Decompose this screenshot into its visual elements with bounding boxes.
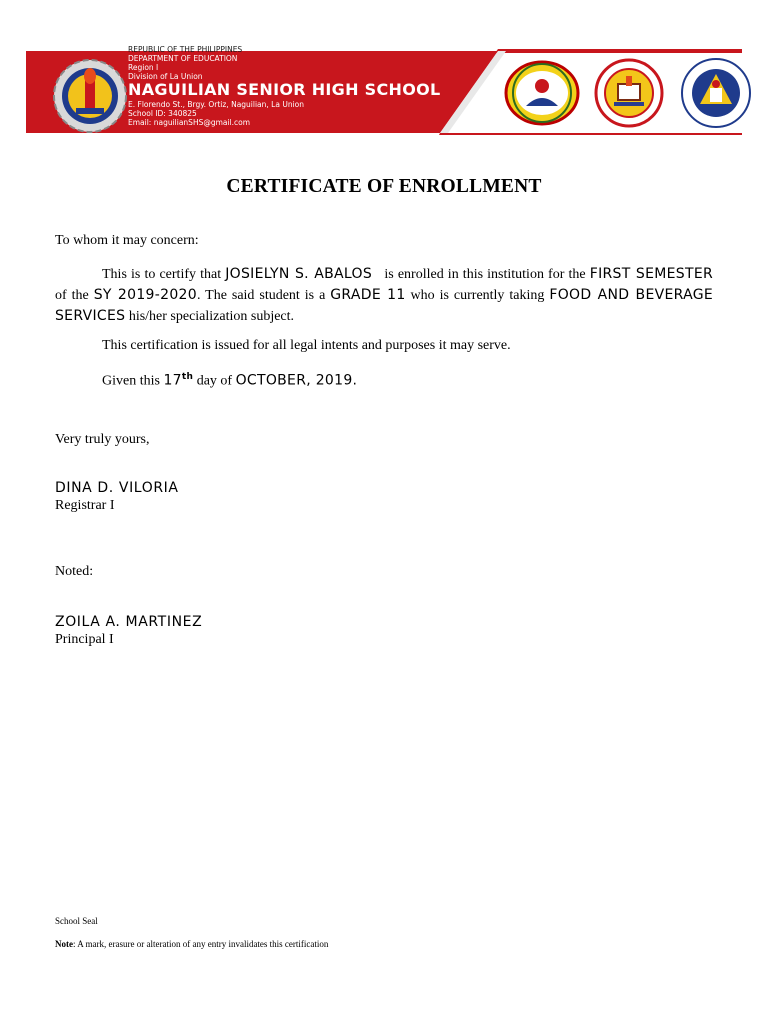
- division-text: Division of La Union: [128, 72, 203, 81]
- registrar-title: Registrar I: [55, 498, 115, 513]
- registrar-name: DINA D. VILORIA: [55, 480, 179, 496]
- body-text: who is currently taking: [405, 288, 550, 303]
- noted-label: Noted:: [55, 564, 94, 579]
- body-text: . The said student is a: [196, 288, 331, 303]
- grade-level: GRADE 11: [330, 287, 406, 303]
- purpose-statement: This certification is issued for all legal intents and purposes it may serve.: [102, 338, 511, 353]
- given-date-line: [102, 367, 357, 392]
- principal-name: ZOILA A. MARTINEZ: [55, 614, 203, 630]
- school-year: SY 2019-2020: [93, 287, 197, 303]
- body-text: of the: [55, 288, 94, 303]
- address-text: E. Florendo St., Brgy. Ortiz, Naguilian, La Union: [128, 100, 304, 109]
- body-text: day of: [193, 373, 236, 389]
- note-label: Note: [55, 939, 73, 949]
- student-name: JOSIELYN S. ABALOS: [225, 266, 373, 282]
- body-text: his/her specialization subject.: [125, 309, 295, 324]
- footer-note: [55, 939, 328, 949]
- email-text: Email: naguilianSHS@gmail.com: [128, 118, 251, 127]
- school-seal-icon: [52, 58, 128, 134]
- school-id-text: School ID: 340825: [128, 109, 197, 118]
- division-seal-icon: [594, 58, 664, 128]
- deped-seal-icon: [680, 58, 752, 128]
- certification-paragraph: [55, 264, 713, 327]
- day-suffix: th: [181, 372, 194, 382]
- note-text: : A mark, erasure or alteration of any entry invalidates this certification: [73, 939, 329, 949]
- republic-text: REPUBLIC OF THE PHILIPPINES: [128, 45, 243, 54]
- body-text: is enrolled in this institution for the: [372, 267, 590, 282]
- school-name: NAGUILIAN SENIOR HIGH SCHOOL: [128, 80, 441, 99]
- page-title: CERTIFICATE OF ENROLLMENT: [226, 176, 542, 197]
- specialization: FOOD AND BEVERAGE SERVICES: [55, 287, 714, 324]
- district-seal-icon: [504, 60, 580, 126]
- principal-title: Principal I: [55, 632, 114, 647]
- semester: FIRST SEMESTER: [589, 266, 713, 282]
- body-text: Given this: [102, 373, 164, 389]
- department-text: DEPARTMENT OF EDUCATION: [128, 54, 238, 63]
- day-number: 17: [163, 372, 182, 389]
- body-text: This is to certify that: [102, 267, 226, 282]
- region-text: Region I: [128, 63, 159, 72]
- salutation: To whom it may concern:: [55, 233, 199, 248]
- school-seal-label: School Seal: [55, 916, 98, 926]
- closing: Very truly yours,: [55, 432, 150, 447]
- month-year: OCTOBER, 2019.: [235, 372, 358, 389]
